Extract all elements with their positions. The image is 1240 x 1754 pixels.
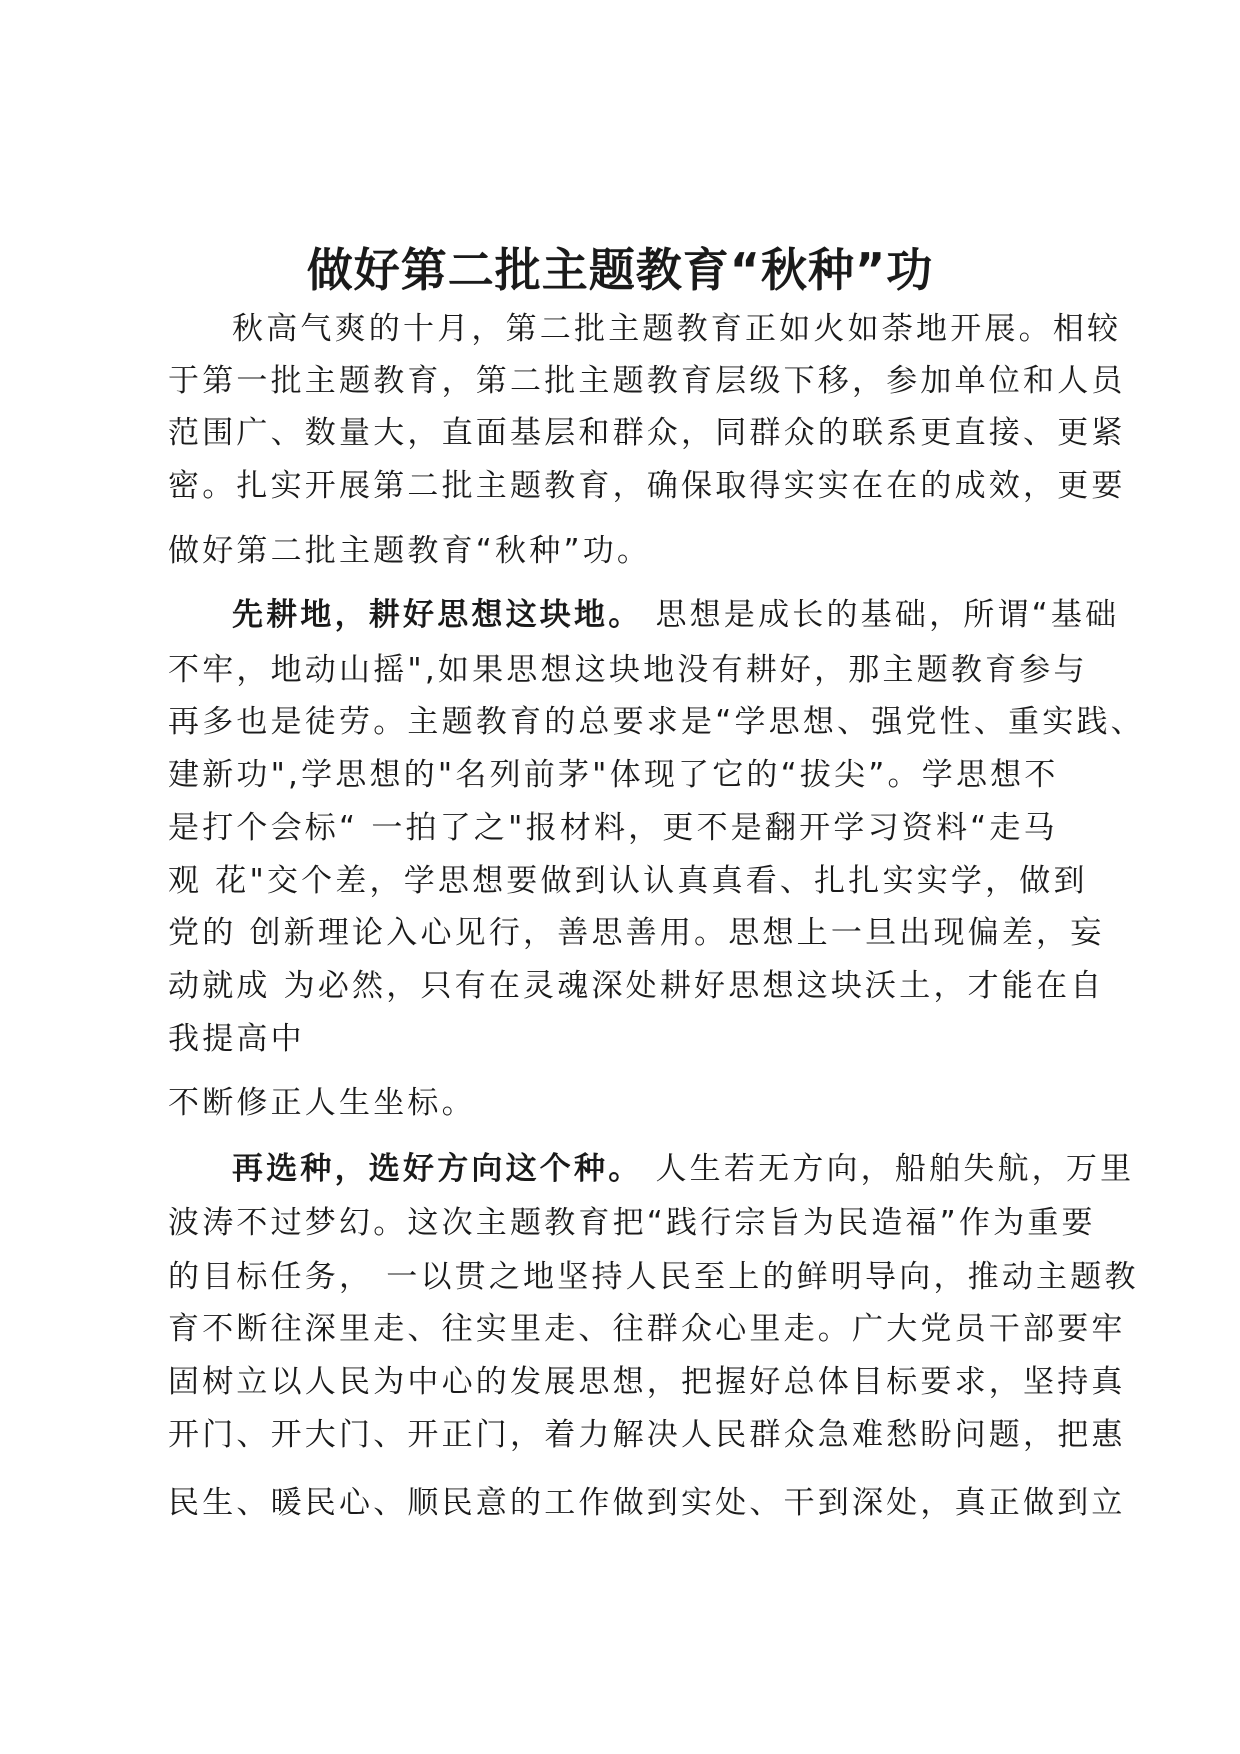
paragraph-line: 党的 创新理论入心见行，善思善用。思想上一旦出现偏差，妄 xyxy=(168,915,1105,951)
paragraph-line: 范围广、数量大，直面基层和群众，同群众的联系更直接、更紧 xyxy=(168,415,1126,451)
section-heading: 先耕地，耕好思想这块地。 xyxy=(232,597,643,633)
section-heading: 再选种，选好方向这个种。 xyxy=(232,1151,643,1187)
paragraph-line: 我提高中 xyxy=(168,1021,305,1057)
paragraph-line: 再多也是徒劳。主题教育的总要求是“学思想、强党性、重实践、 xyxy=(168,704,1145,740)
paragraph-line: 动就成 为必然，只有在灵魂深处耕好思想这块沃土，才能在自 xyxy=(168,968,1105,1004)
paragraph-line xyxy=(232,1151,1135,1187)
paragraph-line: 的目标任务， 一以贯之地坚持人民至上的鲜明导向，推动主题教 xyxy=(168,1259,1139,1295)
paragraph-text: 人生若无方向，船舶失航，万里 xyxy=(655,1151,1135,1187)
document-title: 做好第二批主题教育“秋种”功 xyxy=(306,243,934,297)
paragraph-line: 民生、暖民心、顺民意的工作做到实处、干到深处，真正做到立 xyxy=(168,1485,1126,1521)
paragraph-line: 密。扎实开展第二批主题教育，确保取得实实在在的成效，更要 xyxy=(168,468,1126,504)
paragraph-line: 不断修正人生坐标。 xyxy=(168,1085,476,1121)
paragraph-line: 是打个会标“ 一拍了之"报材料，更不是翻开学习资料“走马 xyxy=(168,810,1058,846)
paragraph-text: 思想是成长的基础，所谓“基础 xyxy=(655,597,1120,633)
paragraph-line: 于第一批主题教育，第二批主题教育层级下移，参加单位和人员 xyxy=(168,363,1126,399)
paragraph-line: 秋高气爽的十月，第二批主题教育正如火如荼地开展。相较 xyxy=(232,311,1122,347)
paragraph-line: 建新功",学思想的"名列前茅"体现了它的“拔尖”。学思想不 xyxy=(168,757,1059,793)
paragraph-line: 固树立以人民为中心的发展思想，把握好总体目标要求，坚持真 xyxy=(168,1364,1126,1400)
paragraph-line: 开门、开大门、开正门，着力解决人民群众急难愁盼问题，把惠 xyxy=(168,1417,1126,1453)
paragraph-line: 观 花"交个差，学思想要做到认认真真看、扎扎实实学，做到 xyxy=(168,863,1088,899)
paragraph-line: 做好第二批主题教育“秋种”功。 xyxy=(168,533,652,569)
paragraph-line: 育不断往深里走、往实里走、往群众心里走。广大党员干部要牢 xyxy=(168,1311,1126,1347)
paragraph-line: 不牢，地动山摇",如果思想这块地没有耕好，那主题教育参与 xyxy=(168,652,1088,688)
paragraph-line: 波涛不过梦幻。这次主题教育把“践行宗旨为民造福”作为重要 xyxy=(168,1205,1096,1241)
paragraph-line xyxy=(232,597,1120,633)
